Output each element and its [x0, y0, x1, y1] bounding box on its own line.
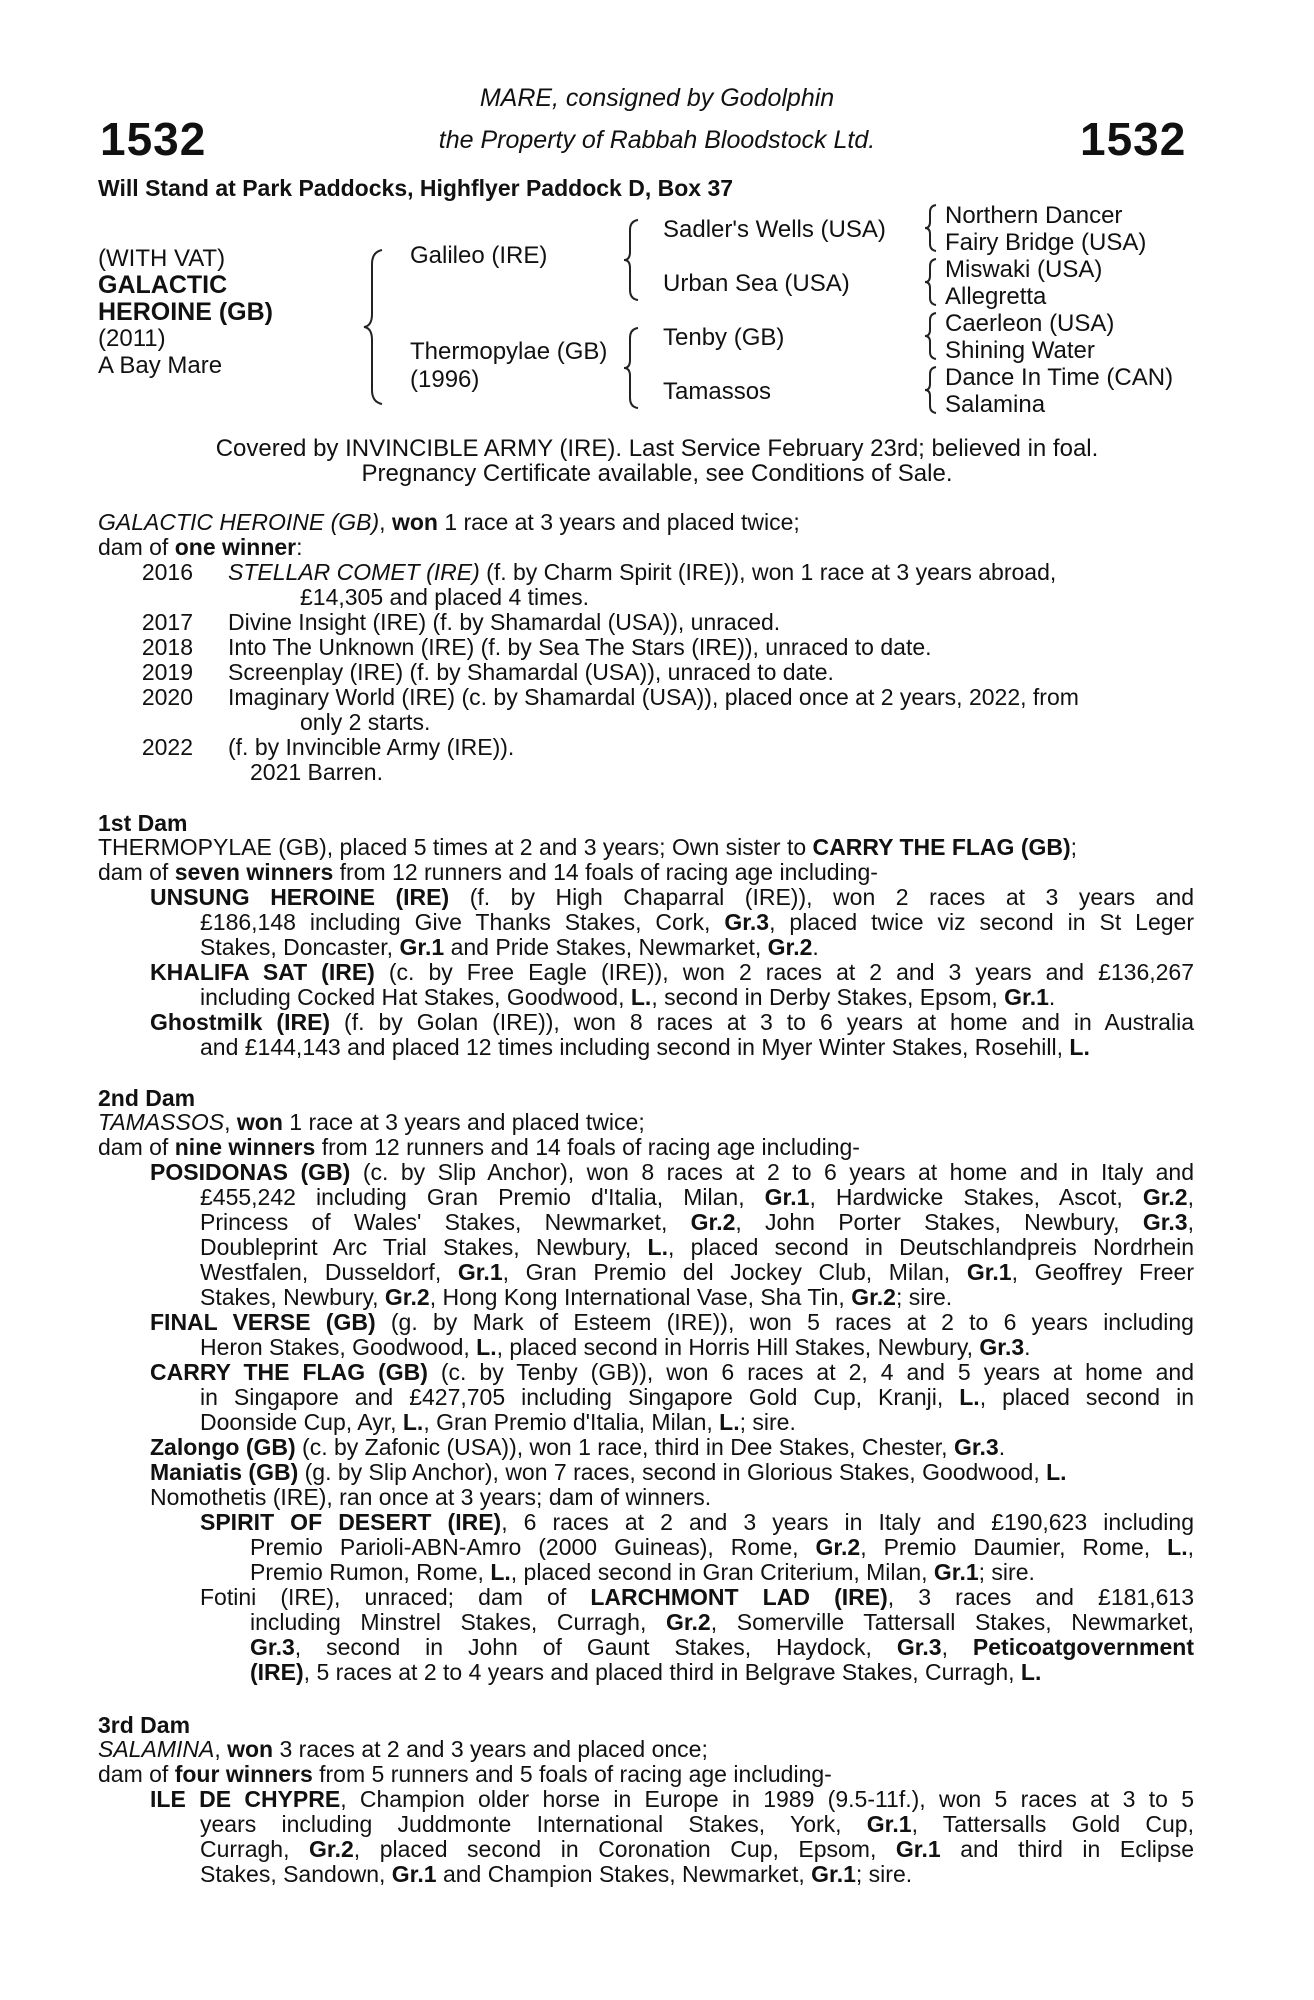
grade: Gr.2: [690, 1209, 736, 1235]
text: ,: [224, 1109, 237, 1135]
text: , John Porter Stakes, Newbury,: [735, 1209, 1143, 1235]
entry-line: [150, 1160, 1194, 1186]
text: years including Juddmonte International Stakes, York,: [200, 1811, 867, 1837]
text: from 12 runners and 14 foals of racing age including-: [315, 1134, 860, 1160]
grade: Gr.1: [399, 934, 445, 960]
entry-line: [200, 1585, 1194, 1611]
horse-name: UNSUNG HEROINE (IRE): [150, 884, 450, 910]
produce-year: 2022: [141, 734, 193, 760]
pedigree-dam-sire: Tenby (GB): [663, 324, 785, 351]
entry-line: [150, 1310, 1194, 1336]
text: , 6 races at 2 and 3 years in Italy and £190,623 including: [501, 1509, 1194, 1535]
text: Curragh,: [200, 1836, 310, 1862]
text: including Cocked Hat Stakes, Goodwood,: [200, 984, 631, 1010]
produce-text: Divine Insight (IRE) (f. by Shamardal (USA)), unraced.: [228, 609, 781, 635]
text: Heron Stakes, Goodwood,: [200, 1334, 477, 1360]
pedigree-dam-dam: Tamassos: [663, 378, 772, 405]
entry-line: [250, 1610, 1194, 1636]
third-dam-line-2: [98, 1762, 832, 1788]
text: .: [998, 1434, 1006, 1460]
pedigree-brace-g3: [920, 311, 942, 361]
pedigree-brace-sire: [620, 218, 644, 302]
grade: Gr.1: [895, 1836, 941, 1862]
produce-year: 2018: [141, 634, 193, 660]
text: ,: [1187, 1209, 1194, 1235]
text: Stakes, Sandown,: [200, 1861, 392, 1887]
pedigree-g3: Miswaki (USA): [945, 256, 1103, 283]
text: , Champion older horse in Europe in 1989 (9.5-11f.), won 5 races at 3 to 5: [340, 1786, 1194, 1812]
first-dam-heading: 1st Dam: [98, 810, 188, 836]
grade: Gr.2: [1142, 1184, 1188, 1210]
text: .: [1048, 984, 1056, 1010]
text: THERMOPYLAE (GB), placed 5 times at 2 and 3 years; Own sister to: [98, 834, 813, 860]
text: and Champion Stakes, Newmarket,: [436, 1861, 812, 1887]
produce-text: Imaginary World (IRE) (c. by Shamardal (USA)), placed once at 2 years, 2022, from: [228, 684, 1079, 710]
grade: Gr.2: [309, 1836, 354, 1862]
pedigree-brace-g1: [920, 203, 942, 253]
grade: Gr.2: [851, 1284, 896, 1310]
grade: L.: [476, 1334, 497, 1360]
grade: L.: [402, 1409, 424, 1435]
entry-line: [200, 985, 1055, 1011]
horse-description: A Bay Mare: [98, 352, 223, 379]
entry-line: [150, 1435, 1005, 1461]
entry-line: Nomothetis (IRE), ran once at 3 years; dam of winners.: [150, 1484, 712, 1510]
horse-name: SPIRIT OF DESERT (IRE): [200, 1509, 502, 1535]
text: dam of: [98, 1134, 175, 1160]
entry-line: [200, 1510, 1194, 1536]
text: ;: [1070, 834, 1078, 860]
text: , placed second in Horris Hill Stakes, Newbury,: [496, 1334, 980, 1360]
intro-won: won: [391, 509, 438, 535]
text: , Tattersalls Gold Cup,: [911, 1811, 1194, 1837]
text: (c. by Free Eagle (IRE)), won 2 races at 2 and 3 years and £136,267: [374, 959, 1194, 985]
text: ,: [1187, 1534, 1194, 1560]
text: and Pride Stakes, Newmarket,: [444, 934, 768, 960]
text: 3 races at 2 and 3 years and placed once;: [273, 1736, 708, 1762]
text: Doonside Cup, Ayr,: [200, 1409, 403, 1435]
pedigree-sire: Galileo (IRE): [410, 242, 548, 269]
entry-line: [200, 1285, 952, 1311]
grade: Gr.2: [767, 934, 813, 960]
winners-count: nine winners: [174, 1134, 316, 1160]
text: , Gran Premio d'Italia, Milan,: [423, 1409, 720, 1435]
entry-line: [150, 885, 1194, 911]
grade: Gr.1: [457, 1259, 503, 1285]
lot-number-right: 1532: [1080, 113, 1187, 165]
second-dam-heading: 2nd Dam: [98, 1085, 196, 1111]
produce-year: 2017: [141, 609, 193, 635]
grade: L.: [719, 1409, 740, 1435]
grade: L.: [1069, 1034, 1090, 1060]
grade: Gr.3: [1142, 1209, 1188, 1235]
produce-row: [98, 560, 1056, 586]
text: and £144,143 and placed 12 times including second in Myer Winter Stakes, Rosehill,: [200, 1034, 1070, 1060]
grade: Gr.1: [1004, 984, 1049, 1010]
entry-line: [250, 1535, 1194, 1561]
entry-line: [200, 1185, 1194, 1211]
grade: Gr.1: [811, 1861, 856, 1887]
second-dam-line-1: [98, 1110, 645, 1136]
text: from 5 runners and 5 foals of racing age including-: [312, 1761, 832, 1787]
horse-year: (2011): [98, 325, 166, 352]
produce-name: STELLAR COMET (IRE): [228, 559, 480, 585]
produce-row: [98, 635, 932, 661]
second-dam-line-2: [98, 1135, 860, 1161]
entry-line: [200, 1335, 1031, 1361]
text: , 5 races at 2 to 4 years and placed third in Belgrave Stakes, Curragh,: [303, 1659, 1021, 1685]
text: dam of: [98, 1761, 175, 1787]
entry-line: [200, 1837, 1194, 1863]
horse-name: Peticoatgovernment: [972, 1634, 1195, 1660]
winners-count: seven winners: [174, 859, 334, 885]
text: (c. by Slip Anchor), won 8 races at 2 to 6 years at home and in Italy and: [350, 1159, 1194, 1185]
entry-line: [150, 1010, 1194, 1036]
grade: Gr.3: [724, 909, 770, 935]
consignor-line-2: the Property of Rabbah Bloodstock Ltd.: [438, 126, 876, 154]
pedigree-brace-g4: [920, 365, 942, 415]
pedigree-g5: Caerleon (USA): [945, 310, 1115, 337]
produce-continuation: £14,305 and placed 4 times.: [300, 584, 589, 610]
horse-name: KHALIFA SAT (IRE): [150, 959, 375, 985]
horse-name: ILE DE CHYPRE: [150, 1786, 341, 1812]
text: Premio Parioli-ABN-Amro (2000 Guineas), Rome,: [250, 1534, 816, 1560]
dam-name: SALAMINA: [98, 1736, 215, 1762]
intro-line-2: [98, 535, 303, 561]
text: , Premio Daumier, Rome,: [860, 1534, 1168, 1560]
intro-dam-of: dam of: [98, 534, 175, 560]
entry-line: [200, 935, 819, 961]
grade: Gr.1: [933, 1559, 979, 1585]
text: , placed twice viz second in St Leger: [769, 909, 1194, 935]
produce-extra: 2021 Barren.: [250, 759, 383, 785]
pedigree-g4: Allegretta: [945, 283, 1047, 310]
pedigree-dam: Thermopylae (GB): [410, 338, 608, 365]
entry-line: [200, 1260, 1194, 1286]
text: , Hong Kong International Vase, Sha Tin,: [429, 1284, 852, 1310]
text: , 3 races and £181,613: [887, 1584, 1194, 1610]
entry-line: [150, 1460, 1067, 1486]
intro-rest: 1 race at 3 years and placed twice;: [437, 509, 800, 535]
grade: Gr.3: [250, 1634, 295, 1660]
vat-note: (WITH VAT): [98, 245, 226, 272]
text: , Somerville Tattersall Stakes, Newmarket,: [710, 1609, 1194, 1635]
entry-line: [200, 1812, 1194, 1838]
text: , placed second in: [979, 1384, 1194, 1410]
text: , Gran Premio del Jockey Club, Milan,: [502, 1259, 967, 1285]
entry-line: [200, 1410, 796, 1436]
text: (c. by Zafonic (USA)), won 1 race, third in Dee Stakes, Chester,: [295, 1434, 954, 1460]
entry-line: [150, 1360, 1194, 1386]
grade: L.: [1046, 1459, 1067, 1485]
won: won: [236, 1109, 283, 1135]
text: ; sire.: [739, 1409, 796, 1435]
grade: Gr.3: [953, 1434, 999, 1460]
grade: Gr.1: [391, 1861, 437, 1887]
covered-line-1: Covered by INVINCIBLE ARMY (IRE). Last Service February 23rd; believed in foal.: [215, 435, 1099, 462]
grade: Gr.3: [896, 1634, 942, 1660]
text: ,: [1187, 1184, 1194, 1210]
grade: Gr.1: [764, 1184, 810, 1210]
pedigree-g8: Salamina: [945, 391, 1046, 418]
horse-name: Ghostmilk (IRE): [150, 1009, 331, 1035]
entry-line: [250, 1660, 1041, 1686]
horse-name: POSIDONAS (GB): [150, 1159, 351, 1185]
text: Stakes, Newbury,: [200, 1284, 385, 1310]
text: .: [1024, 1334, 1031, 1360]
produce-continuation: only 2 starts.: [300, 709, 431, 735]
produce-year: 2019: [141, 659, 193, 685]
pedigree-sire-sire: Sadler's Wells (USA): [663, 216, 886, 243]
text: £455,242 including Gran Premio d'Italia, Milan,: [200, 1184, 765, 1210]
intro-winners: one winner: [174, 534, 297, 560]
text: Westfalen, Dusseldorf,: [200, 1259, 458, 1285]
text: , second in John of Gaunt Stakes, Haydock,: [294, 1634, 897, 1660]
text: including Minstrel Stakes, Curragh,: [250, 1609, 666, 1635]
entry-line: [200, 1235, 1194, 1261]
horse-name: FINAL VERSE (GB): [150, 1309, 376, 1335]
produce-text: (f. by Charm Spirit (IRE)), won 1 race at 3 years abroad,: [479, 559, 1057, 585]
grade: L.: [630, 984, 652, 1010]
text: (g. by Slip Anchor), won 7 races, second in Glorious Stakes, Goodwood,: [298, 1459, 1047, 1485]
text: £186,148 including Give Thanks Stakes, Cork,: [200, 909, 725, 935]
horse-name: Zalongo (GB): [150, 1434, 296, 1460]
text: ; sire.: [978, 1559, 1035, 1585]
entry-line: [250, 1635, 1194, 1661]
intro-colon: :: [296, 534, 303, 560]
intro-line-1: GALACTIC HEROINE (GB), won 1 race at 3 years and placed twice;: [98, 509, 800, 535]
text: ,: [214, 1736, 228, 1762]
text: , second in Derby Stakes, Epsom,: [651, 984, 1005, 1010]
produce-text: Into The Unknown (IRE) (f. by Sea The Stars (IRE)), unraced to date.: [228, 634, 932, 660]
pedigree-g1: Northern Dancer: [945, 202, 1123, 229]
grade: L.: [490, 1559, 511, 1585]
entry-line: [200, 1385, 1194, 1411]
stand-location: Will Stand at Park Paddocks, Highflyer Paddock D, Box 37: [98, 175, 734, 201]
text: 1 race at 3 years and placed twice;: [282, 1109, 645, 1135]
text: and third in Eclipse: [940, 1836, 1194, 1862]
grade: Gr.2: [665, 1609, 711, 1635]
text: , placed second in Coronation Cup, Epsom,: [353, 1836, 896, 1862]
entry-line: [150, 1787, 1194, 1813]
horse-name: CARRY THE FLAG (GB): [150, 1359, 428, 1385]
pedigree-g7: Dance In Time (CAN): [945, 364, 1174, 391]
pedigree-brace-main: [360, 248, 390, 406]
text: Doubleprint Arc Trial Stakes, Newbury,: [200, 1234, 648, 1260]
text: ; sire.: [855, 1861, 913, 1887]
text: from 12 runners and 14 foals of racing age including-: [333, 859, 878, 885]
third-dam-line-1: [98, 1737, 708, 1763]
text: Premio Rumon, Rome,: [250, 1559, 491, 1585]
text: dam of: [98, 859, 175, 885]
grade: Gr.2: [815, 1534, 861, 1560]
produce-row: [98, 660, 834, 686]
text: , placed second in Deutschlandpreis Nordrhein: [667, 1234, 1194, 1260]
produce-text: Screenplay (IRE) (f. by Shamardal (USA)), unraced to date.: [228, 659, 834, 685]
text: (f. by Golan (IRE)), won 8 races at 3 to 6 years at home and in Australia: [330, 1009, 1194, 1035]
first-dam-line-2: [98, 860, 878, 886]
pedigree-brace-dam: [620, 326, 644, 410]
grade: Gr.2: [384, 1284, 430, 1310]
winners-count: four winners: [174, 1761, 313, 1787]
pedigree-dam-year: (1996): [410, 366, 480, 393]
horse-name: (IRE): [250, 1659, 304, 1685]
produce-row: [98, 610, 780, 636]
grade: Gr.3: [979, 1334, 1025, 1360]
produce-year: 2016: [141, 559, 193, 585]
entry-line: [200, 1035, 1090, 1061]
pedigree-brace-g2: [920, 257, 942, 307]
text: (g. by Mark of Esteem (IRE)), won 5 races at 2 to 6 years including: [375, 1309, 1194, 1335]
text: Princess of Wales' Stakes, Newmarket,: [200, 1209, 691, 1235]
horse-name: CARRY THE FLAG (GB): [812, 834, 1071, 860]
produce-row: [98, 735, 514, 761]
covered-line-2: Pregnancy Certificate available, see Conditions of Sale.: [361, 460, 953, 487]
text: , placed second in Gran Criterium, Milan,: [510, 1559, 934, 1585]
entry-line: [200, 910, 1194, 936]
grade: L.: [1167, 1534, 1188, 1560]
grade: Gr.1: [866, 1811, 912, 1837]
horse-name-line-1: GALACTIC: [98, 271, 228, 299]
text: .: [812, 934, 819, 960]
text: Stakes, Doncaster,: [200, 934, 400, 960]
first-dam-line-1: [98, 835, 1077, 861]
horse-name: LARCHMONT LAD (IRE): [590, 1584, 888, 1610]
grade: L.: [959, 1384, 980, 1410]
text: (c. by Tenby (GB)), won 6 races at 2, 4 and 5 years at home and: [427, 1359, 1194, 1385]
produce-row: [98, 685, 1079, 711]
pedigree-g2: Fairy Bridge (USA): [945, 229, 1147, 256]
pedigree-sire-dam: Urban Sea (USA): [663, 270, 850, 297]
text: in Singapore and £427,705 including Singapore Gold Cup, Kranji,: [200, 1384, 960, 1410]
text: , Geoffrey Freer: [1011, 1259, 1194, 1285]
intro-horse-name: GALACTIC HEROINE (GB): [98, 509, 380, 535]
third-dam-heading: 3rd Dam: [98, 1712, 191, 1738]
entry-line: [200, 1862, 912, 1888]
text: ,: [941, 1634, 973, 1660]
lot-number-left: 1532: [100, 113, 207, 165]
consignor-line-1: MARE, consigned by Godolphin: [479, 84, 835, 112]
produce-year: 2020: [141, 684, 193, 710]
entry-line: [250, 1560, 1035, 1586]
text: (f. by High Chaparral (IRE)), won 2 races at 3 years and: [449, 884, 1194, 910]
grade: L.: [1020, 1659, 1042, 1685]
entry-line: [150, 960, 1194, 986]
horse-name-line-2: HEROINE (GB): [98, 298, 273, 326]
grade: Gr.1: [966, 1259, 1012, 1285]
text: , Hardwicke Stakes, Ascot,: [809, 1184, 1143, 1210]
grade: L.: [647, 1234, 668, 1260]
pedigree-g6: Shining Water: [945, 337, 1095, 364]
text: ; sire.: [895, 1284, 953, 1310]
won: won: [227, 1736, 274, 1762]
produce-text: (f. by Invincible Army (IRE)).: [228, 734, 515, 760]
horse-name: Maniatis (GB): [150, 1459, 299, 1485]
entry-line: [200, 1210, 1194, 1236]
dam-name: TAMASSOS: [98, 1109, 225, 1135]
text: Fotini (IRE), unraced; dam of: [200, 1584, 591, 1610]
